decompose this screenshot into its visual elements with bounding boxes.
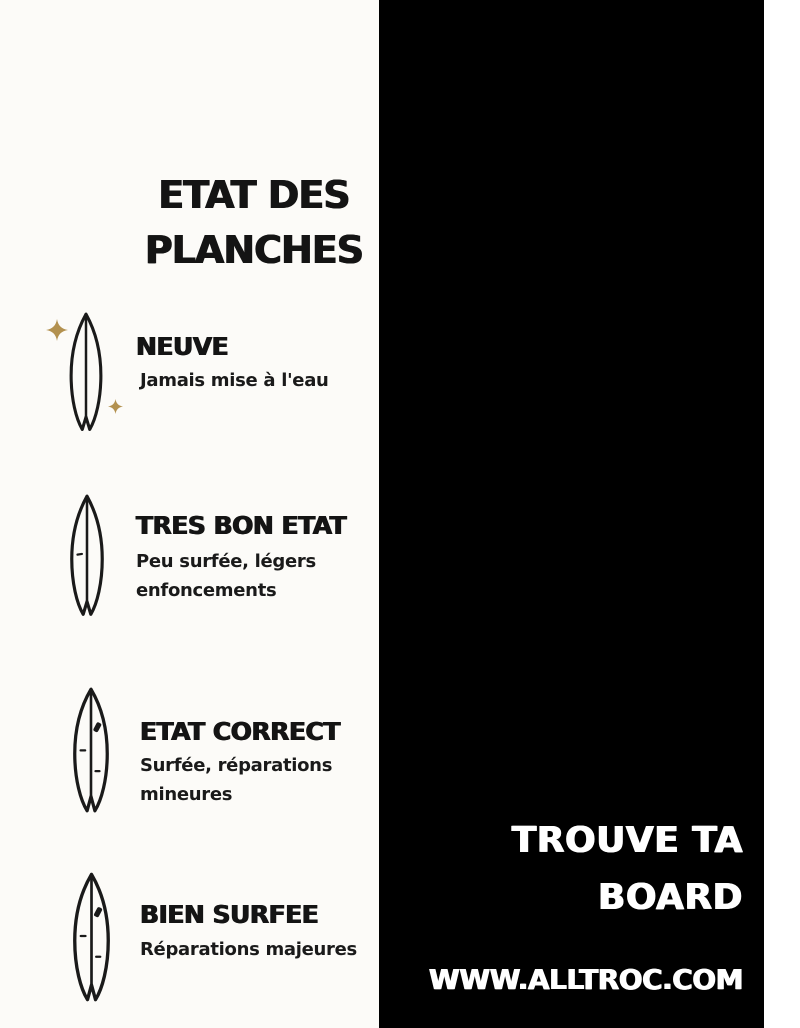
- condition-name: TRES BON ETAT: [136, 511, 347, 540]
- page-title: [128, 168, 380, 278]
- condition-description: Jamais mise à l'eau: [140, 370, 329, 391]
- sparkle-icon: [108, 399, 123, 414]
- website-link[interactable]: WWW.ALLTROC.COM: [428, 963, 743, 996]
- condition-description: Surfée, réparations mineures: [140, 755, 333, 805]
- tagline-line1: TROUVE TA: [511, 820, 743, 861]
- surfboard-new-icon: [62, 311, 110, 439]
- page-title-line2: PLANCHES: [144, 228, 364, 272]
- surfboard-heavy-wear-icon: [68, 871, 115, 1009]
- tagline: [512, 812, 743, 926]
- tagline-line2: BOARD: [597, 877, 743, 918]
- brand-panel: [379, 0, 764, 1028]
- condition-description: Peu surfée, légers enfoncements: [136, 551, 316, 601]
- surfboard-repaired-icon: [68, 686, 114, 820]
- condition-name: BIEN SURFEE: [140, 900, 319, 929]
- surfboard-light-wear-icon: [64, 493, 110, 624]
- condition-description: Réparations majeures: [140, 939, 357, 960]
- condition-name: ETAT CORRECT: [140, 717, 340, 746]
- condition-name: NEUVE: [136, 332, 229, 361]
- sparkle-icon: [46, 319, 68, 341]
- page-title-line1: ETAT DES: [158, 173, 350, 217]
- conditions-panel: [0, 0, 379, 1028]
